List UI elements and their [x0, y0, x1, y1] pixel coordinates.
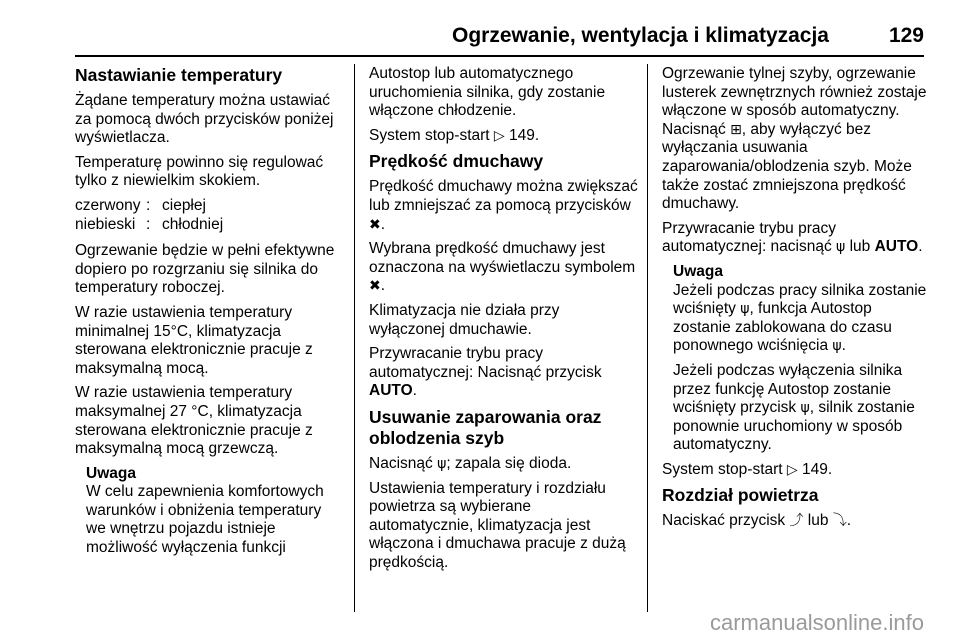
text: .	[380, 215, 386, 233]
paragraph	[662, 65, 930, 214]
section-heading-air-distribution: Rozdział powietrza	[662, 485, 819, 506]
paragraph: Klimatyzacja nie działa przy wyłączonej dmuchawie.	[369, 301, 560, 338]
paragraph: Temperaturę powinno się regulować tylko z niewielkim skokiem.	[75, 153, 324, 190]
watermark: carmanualsonline.info	[709, 610, 924, 635]
table-sep: :	[146, 215, 151, 233]
text: Przywracanie trybu pracy automatycznej: Nacisnąć przycisk	[369, 345, 602, 381]
section-heading-temperature: Nastawianie temperatury	[75, 65, 283, 85]
fan-icon: ✖	[369, 216, 381, 233]
note-title: Uwaga	[673, 262, 723, 280]
paragraph	[369, 240, 639, 296]
text: .	[841, 337, 846, 355]
paragraph: Ogrzewanie będzie w pełni efektywne dopiero po rozgrzaniu się silnika do temperatury roboczej.	[75, 242, 335, 297]
column-2	[369, 65, 639, 578]
paragraph: Żądane temperatury można ustawiać za pomocą dwóch przycisków poniżej wyświetlacza.	[75, 92, 334, 147]
text: System stop-start	[662, 460, 787, 478]
text: Nacisnąć	[369, 454, 438, 472]
fan-icon: ✖	[369, 278, 381, 295]
paragraph	[369, 127, 639, 146]
auto-keyword: AUTO	[369, 382, 413, 400]
paragraph	[662, 461, 930, 480]
note-paragraph	[673, 282, 930, 356]
chapter-title: Ogrzewanie, wentylacja i klimatyzacja	[451, 24, 829, 47]
table-value: ciepłej	[162, 196, 206, 214]
text: Prędkość dmuchawy można zwiększać lub zmniejszać za pomocą przycisków	[369, 178, 638, 214]
page-reference[interactable]: 149.	[802, 460, 833, 478]
paragraph: W razie ustawienia temperatury maksymalnej 27 °C, klimatyzacja sterowana elektronicznie pracuje z maksymalną mocą grzewczą.	[75, 384, 313, 458]
column-3	[662, 65, 930, 537]
text: Jeżeli podczas wyłączenia silnika przez funkcję Autostop zostanie wciśnięty przycisk	[673, 361, 903, 417]
paragraph	[369, 178, 639, 234]
table-row	[75, 216, 223, 235]
paragraph	[662, 512, 930, 531]
table-row	[75, 197, 223, 216]
text: System stop-start	[369, 126, 494, 144]
page-reference[interactable]: 149.	[509, 126, 540, 144]
section-heading-fan-speed: Prędkość dmuchawy	[369, 151, 544, 172]
column-divider	[647, 64, 648, 612]
defrost-icon: ψ	[437, 455, 447, 472]
defrost-icon: ψ	[800, 400, 810, 417]
defrost-icon: ψ	[740, 301, 750, 318]
note-box	[673, 263, 930, 455]
text: Naciskać przycisk	[662, 512, 790, 530]
auto-keyword: AUTO	[874, 238, 919, 256]
text: lub	[803, 512, 833, 530]
header-rule	[75, 55, 924, 57]
table-key: niebieski	[75, 215, 136, 233]
text: ; zapala się dioda.	[446, 454, 572, 472]
rear-window-heating-icon: ⊞	[730, 121, 742, 138]
column-1	[75, 65, 343, 558]
paragraph	[369, 345, 639, 401]
text: , silnik zostanie ponownie uruchomiony w sposób automatyczny.	[673, 399, 915, 454]
reference-arrow-icon: ▷	[786, 461, 798, 478]
text: lub	[845, 238, 875, 256]
air-distribution-upper-icon: ⤴	[789, 513, 804, 530]
text: .	[918, 238, 923, 256]
paragraph	[662, 220, 930, 257]
table-key: czerwony	[75, 196, 141, 214]
text: Ogrzewanie tylnej szyby, ogrzewanie lusterek zewnętrznych również zostaje włączone w sposób automatyczny. Nacisnąć	[662, 65, 927, 138]
text: .	[412, 382, 417, 400]
defrost-icon: ψ	[836, 239, 846, 256]
table-sep: :	[146, 196, 151, 214]
text: .	[846, 512, 852, 530]
page-header	[75, 24, 924, 54]
note-paragraph	[673, 362, 930, 455]
section-heading-defrost: Usuwanie zaparowania oraz oblodzenia szyb	[369, 406, 602, 448]
note-title: Uwaga	[86, 464, 136, 482]
defrost-icon: ψ	[832, 338, 842, 355]
paragraph: Ustawienia temperatury i rozdziału powietrza są wybierane automatycznie, klimatyzacja jest włączona i dmuchawa pracuje z dużą prędkością.	[369, 479, 626, 571]
air-distribution-lower-icon: ⤵	[832, 513, 847, 530]
text: Jeżeli podczas pracy silnika zostanie wciśnięty	[673, 281, 927, 318]
note-box	[86, 465, 343, 558]
paragraph: Autostop lub automatycznego uruchomienia silnika, gdy zostanie włączone chłodzenie.	[369, 65, 606, 120]
paragraph	[369, 455, 639, 474]
text: , funkcja Autostop zostanie zablokowana do czasu ponownego wciśnięcia	[673, 300, 892, 355]
reference-arrow-icon: ▷	[493, 127, 505, 144]
text: .	[380, 277, 386, 295]
text: Przywracanie trybu pracy automatycznej: nacisnąć	[662, 219, 837, 256]
color-legend-table	[75, 197, 223, 234]
page-number: 129	[888, 24, 924, 47]
column-divider	[354, 64, 355, 612]
table-value: chłodniej	[162, 215, 224, 233]
note-text: W celu zapewnienia komfortowych warunków i obniżenia temperatury we wnętrzu pojazdu istnieje możliwość wyłączenia funkcji	[86, 483, 324, 557]
text: Wybrana prędkość dmuchawy jest oznaczona na wyświetlaczu symbolem	[369, 240, 636, 276]
text: , aby wyłączyć bez wyłączania usuwania zaparowania/oblodzenia szyb. Może także zostać zmniejszona prędkość dmuchawy.	[662, 120, 912, 213]
paragraph: W razie ustawienia temperatury minimalnej 15°C, klimatyzacja sterowana elektronicznie pracuje z maksymalną mocą.	[75, 303, 313, 377]
